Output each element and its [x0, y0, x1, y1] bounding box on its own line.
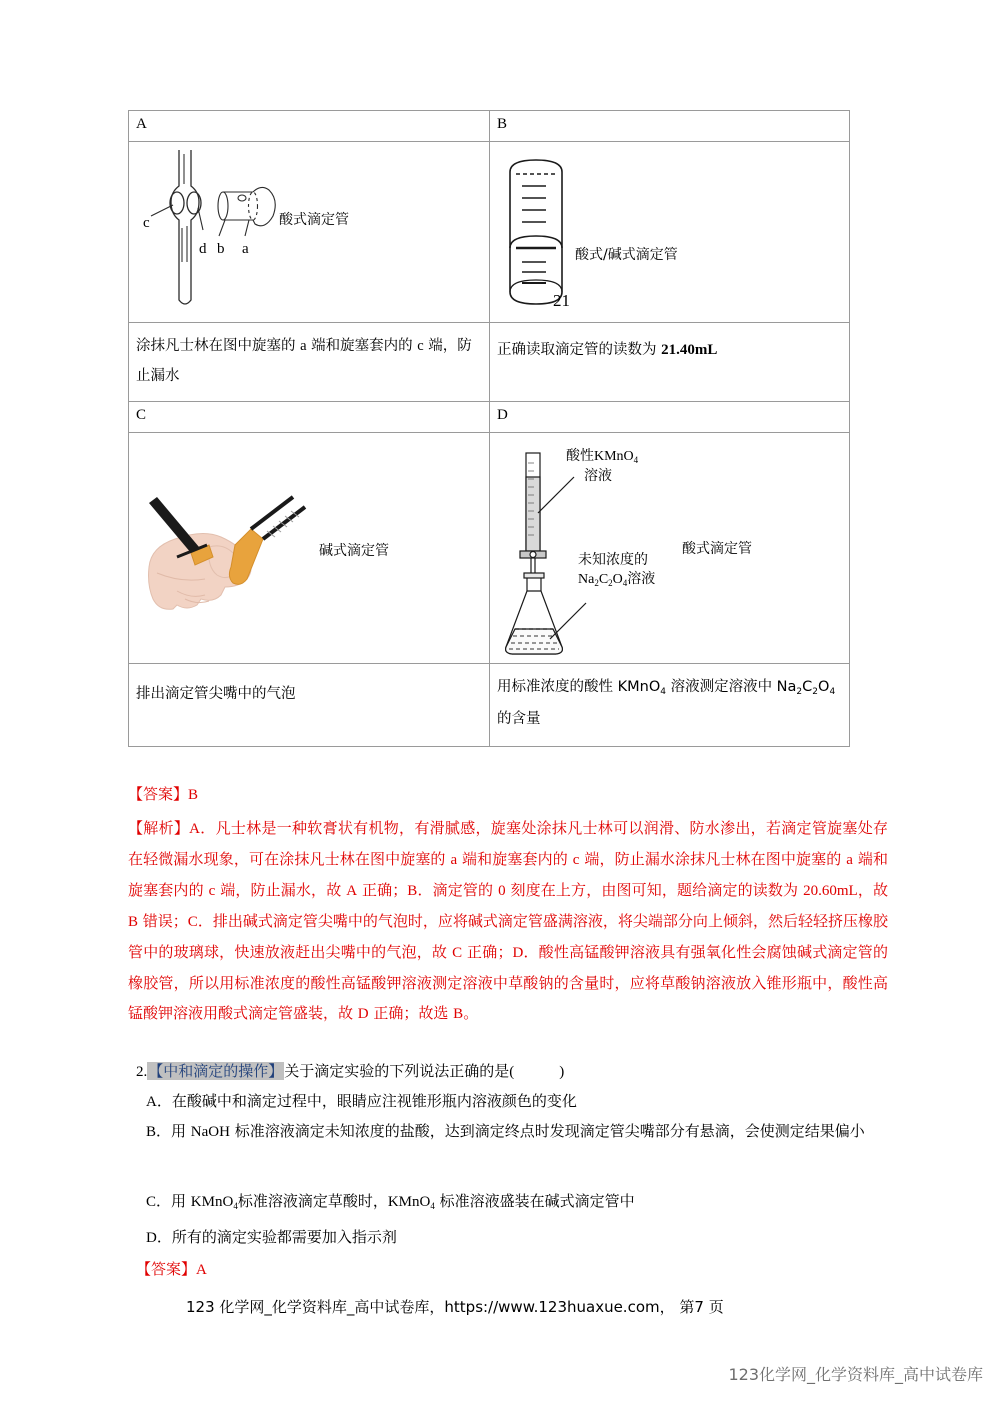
cell-figure-a [129, 142, 490, 323]
option-a-text: A．在酸碱中和滴定过程中，眼睛应注视锥形瓶内溶液颜色的变化 [146, 1092, 577, 1110]
analysis-body: A．凡士林是一种软膏状有机物，有滑腻感，旋塞处涂抹凡士林可以润滑、防水渗出，若滴定管旋塞处存在轻微漏水现象，可在涂抹凡士林在图中旋塞的 a 端和旋塞套内的 c 端，防止漏水涂抹凡士林在图中旋塞的 a 端和旋塞套内的 c 端，防止漏水，故 A 正确；B．滴定管的 0 刻度在上方，由图可知，题给滴定的读数为 20.60mL，故 B 错误；C．排出碱式滴定管尖嘴中的气泡时，应将碱式滴定管盛满溶液，将尖端部分向上倾斜，然后轻轻挤压橡胶管中的玻璃球，快速放液赶出尖嘴中的气泡，故 C 正确；D．酸性高锰酸钾溶液具有强氧化性会腐蚀碱式滴定管的橡胶管，所以用标准浓度的酸性高锰酸钾溶液测定溶液中草酸钠的含量时，应将草酸钠溶液放入锥形瓶中，酸性高锰酸钾溶液用酸式滴定管盛装，故 D 正确；故选 B。 [128, 819, 888, 1022]
question2-stem [136, 1056, 564, 1087]
question2-stem-text: 关于滴定实验的下列说法正确的是( ) [284, 1062, 565, 1080]
cell-desc-d [490, 664, 850, 747]
figure-acid-burette-stopcock [129, 142, 489, 322]
option-letter-d: D [497, 407, 509, 423]
options-table [128, 110, 850, 747]
figure-burette-reading [490, 142, 849, 322]
stopcock-diagram-svg [141, 150, 351, 310]
option-letter-b: B [497, 116, 508, 132]
stopcock-label-c: c [143, 215, 150, 231]
question2-number: 2. [136, 1064, 148, 1080]
cell-figure-c [129, 433, 490, 664]
base-burette-caption: 碱式滴定管 [319, 543, 389, 559]
burette-reading-svg [500, 152, 610, 312]
table-row [129, 433, 850, 664]
figure-titration-setup [490, 433, 849, 663]
option-b-description: 正确读取滴定管的读数为 21.40mL [497, 342, 718, 358]
figure-hand-squeezing-base-burette [129, 433, 489, 663]
question2-answer [136, 1258, 207, 1279]
hand-base-burette-svg [147, 495, 347, 625]
acid-base-burette-caption: 酸式/碱式滴定管 [575, 247, 678, 263]
stopcock-label-a: a [242, 241, 249, 257]
option-letter-a: A [136, 116, 148, 132]
acid-burette-caption-d: 酸式滴定管 [682, 541, 752, 557]
question1-analysis [128, 813, 888, 1029]
question2-option-c [146, 1186, 635, 1218]
na2c2o4-solution-label: 未知浓度的 $Na_2C_2O_4$溶液 [578, 552, 656, 588]
question2-answer-value: A [196, 1262, 207, 1278]
option-d-description: 用标准浓度的酸性 KMnO$_4$ 溶液测定溶液中 $Na_2C_2O_4$ 的含量 [497, 679, 836, 727]
question2-option-d [146, 1222, 397, 1253]
question2-option-b [146, 1116, 888, 1147]
acid-burette-caption: 酸式滴定管 [279, 212, 349, 228]
table-row [129, 111, 850, 142]
question1-answer-label: 【答案】 [128, 785, 189, 803]
cell-figure-d [490, 433, 850, 664]
cell-letter-a [129, 111, 490, 142]
cell-letter-d [490, 402, 850, 433]
burette-scale-reading: 21 [553, 291, 570, 310]
cell-desc-c [129, 664, 490, 747]
table-row [129, 402, 850, 433]
table-row [129, 664, 850, 747]
analysis-label: 【解析】 [128, 819, 190, 837]
cell-figure-b [490, 142, 850, 323]
stopcock-label-d: d [199, 241, 207, 257]
table-row [129, 323, 850, 402]
question1-answer [128, 783, 198, 804]
table-row [129, 142, 850, 323]
question2-option-a [146, 1086, 577, 1117]
option-c-description: 排出滴定管尖嘴中的气泡 [136, 686, 296, 702]
watermark: 123化学网_化学资料库_高中试卷库 [728, 1365, 983, 1384]
stopcock-label-b: b [217, 241, 225, 257]
question2-answer-label: 【答案】 [136, 1260, 197, 1278]
option-c-text: C．用 KMnO$_4$标准溶液滴定草酸时，KMnO$_4$ 标准溶液盛装在碱式滴定管中 [146, 1192, 635, 1211]
question1-answer-value: B [188, 787, 199, 803]
option-letter-c: C [136, 407, 147, 423]
cell-letter-c [129, 402, 490, 433]
page-footer: 123 化学网_化学资料库_高中试卷库，https://www.123huaxue.com， 第7 页 [186, 1298, 724, 1316]
option-b-text: B．用 NaOH 标准溶液滴定未知浓度的盐酸，达到滴定终点时发现滴定管尖嘴部分有悬滴，会使测定结果偏小 [146, 1122, 865, 1140]
cell-letter-b [490, 111, 850, 142]
question2-tag: 【中和滴定的操作】 [148, 1062, 284, 1080]
cell-desc-a [129, 323, 490, 402]
option-a-description: 涂抹凡士林在图中旋塞的 a 端和旋塞套内的 c 端，防止漏水 [136, 338, 472, 384]
cell-desc-b [490, 323, 850, 402]
option-d-text: D．所有的滴定实验都需要加入指示剂 [146, 1228, 397, 1246]
kmno4-solution-label: 酸性KMnO$_4$ 溶液 [566, 449, 639, 484]
